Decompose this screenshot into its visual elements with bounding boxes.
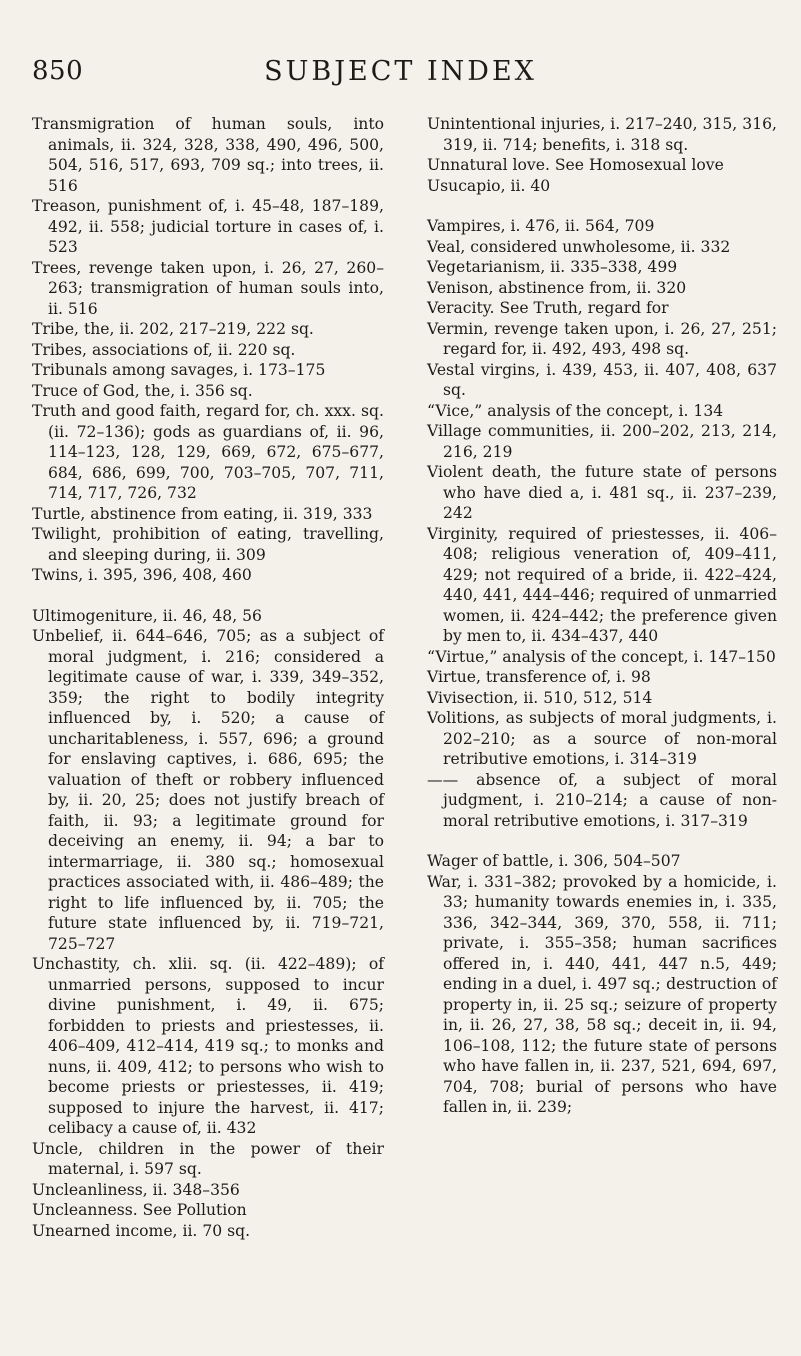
index-entry: Usucapio, ii. 40: [427, 176, 551, 195]
index-entry: Vestal virgins, i. 439, 453, ii. 407, 408, 637 sq.: [427, 360, 777, 399]
index-entry: Truce of God, the, i. 356 sq.: [32, 381, 253, 400]
index-entry: Unchastity, ch. xlii. sq. (ii. 422–489); of unmarried persons, supposed to incur divine punishment, i. 49, ii. 675; forbidden to priests and priestesses, ii. 406–409, 412–414, 419 sq.; to monks and nuns, ii. 409, 412; to persons who wish to become priests or priestesses, ii. 419; supposed to injure the harvest, ii. 417; celibacy a cause of, ii. 432: [32, 955, 384, 1137]
index-entry: Virginity, required of priestesses, ii. 406–408; religious veneration of, 409–411, 429; not required of a bride, ii. 422–424, 440, 441, 444–446; required of unmarried women, ii. 424–442; the preference given by men to, ii. 434–437, 440: [427, 524, 777, 645]
page-number: 850: [32, 56, 84, 86]
letter-gap: [32, 586, 384, 606]
index-entry: Vermin, revenge taken upon, i. 26, 27, 251; regard for, ii. 492, 493, 498 sq.: [427, 319, 777, 358]
index-entry: Turtle, abstinence from eating, ii. 319, 333: [32, 504, 373, 523]
letter-gap: [427, 831, 777, 851]
index-entry: Transmigration of human souls, into animals, ii. 324, 328, 338, 490, 496, 500, 504, 516, 517, 693, 709 sq.; into trees, ii. 516: [32, 115, 384, 195]
index-entry: Virtue, transference of, i. 98: [427, 668, 651, 686]
index-entry: Vampires, i. 476, ii. 564, 709: [427, 217, 655, 235]
index-entry: Veracity. See Truth, regard for: [427, 299, 669, 317]
index-entry: Tribe, the, ii. 202, 217–219, 222 sq.: [32, 320, 314, 338]
index-entry: Twilight, prohibition of eating, travelling, and sleeping during, ii. 309: [32, 525, 384, 564]
index-column-right: [427, 114, 777, 1118]
index-entry: Venison, abstinence from, ii. 320: [427, 278, 687, 297]
index-entry: “Virtue,” analysis of the concept, i. 147–150: [427, 647, 776, 666]
index-entry: Village communities, ii. 200–202, 213, 214, 216, 219: [427, 422, 777, 461]
index-entry: Vivisection, ii. 510, 512, 514: [427, 688, 653, 707]
index-entry: War, i. 331–382; provoked by a homicide, i. 33; humanity towards enemies in, i. 335, 336, 342–344, 369, 370, 558, ii. 711; private, i. 355–358; human sacrifices offered in, i. 440, 441, 447 n.5, 449; ending in a duel, i. 497 sq.; destruction of property in, ii. 25 sq.; seizure of property in, ii. 26, 27, 38, 58 sq.; deceit in, ii. 94, 106–108, 112; the future state of persons who have fallen in, ii. 237, 521, 694, 697, 704, 708; burial of persons who have fallen in, ii. 239;: [427, 872, 777, 1116]
index-entry: Tribes, associations of, ii. 220 sq.: [32, 340, 296, 359]
index-entry: Treason, punishment of, i. 45–48, 187–189, 492, ii. 558; judicial torture in cases of, i. 523: [32, 197, 384, 256]
index-entry: Ultimogeniture, ii. 46, 48, 56: [32, 606, 262, 625]
index-entry: Uncleanness. See Pollution: [32, 1201, 247, 1219]
index-entry: Unintentional injuries, i. 217–240, 315, 316, 319, ii. 714; benefits, i. 318 sq.: [427, 115, 777, 154]
letter-gap: [427, 196, 777, 216]
index-entry: Unearned income, ii. 70 sq.: [32, 1221, 251, 1240]
index-entry: —— absence of, a subject of moral judgment, i. 210–214; a cause of non-moral retributive emotions, i. 317–319: [427, 770, 777, 830]
index-column-left: [32, 114, 384, 1241]
index-entry: Vegetarianism, ii. 335–338, 499: [427, 258, 678, 276]
index-entry: Violent death, the future state of persons who have died a, i. 481 sq., ii. 237–239, 242: [427, 463, 777, 522]
index-entry: Volitions, as subjects of moral judgments, i. 202–210; as a source of non-moral retributive emotions, i. 314–319: [427, 709, 777, 768]
index-entry: Twins, i. 395, 396, 408, 460: [32, 566, 252, 584]
index-entry: Uncleanliness, ii. 348–356: [32, 1180, 240, 1199]
index-entry: Unnatural love. See Homosexual love: [427, 156, 724, 174]
index-entry: Truth and good faith, regard for, ch. xxx. sq. (ii. 72–136); gods as guardians of, ii. 96, 114–123, 128, 129, 669, 672, 675–677, 684, 686, 699, 700, 703–705, 707, 711, 714, 717, 726, 732: [32, 402, 384, 502]
index-entry: “Vice,” analysis of the concept, i. 134: [427, 401, 724, 420]
index-entry: Uncle, children in the power of their maternal, i. 597 sq.: [32, 1139, 384, 1178]
index-entry: Veal, considered unwholesome, ii. 332: [427, 237, 731, 256]
index-entry: Tribunals among savages, i. 173–175: [32, 361, 326, 379]
index-entry: Trees, revenge taken upon, i. 26, 27, 260–263; transmigration of human souls into, ii. 516: [32, 258, 384, 318]
index-entry: Unbelief, ii. 644–646, 705; as a subject of moral judgment, i. 216; considered a legitimate cause of war, i. 339, 349–352, 359; the right to bodily integrity influenced by, i. 520; a cause of uncharitableness, i. 557, 696; a ground for enslaving captives, i. 686, 695; the valuation of theft or robbery influenced by, ii. 20, 25; does not justify breach of faith, ii. 93; a legitimate ground for deceiving an enemy, ii. 94; a bar to intermarriage, ii. 380 sq.; homosexual practices associated with, ii. 486–489; the right to life influenced by, ii. 705; the future state influenced by, ii. 719–721, 725–727: [32, 627, 384, 953]
running-head: SUBJECT INDEX: [264, 56, 537, 87]
index-entry: Wager of battle, i. 306, 504–507: [427, 852, 681, 870]
